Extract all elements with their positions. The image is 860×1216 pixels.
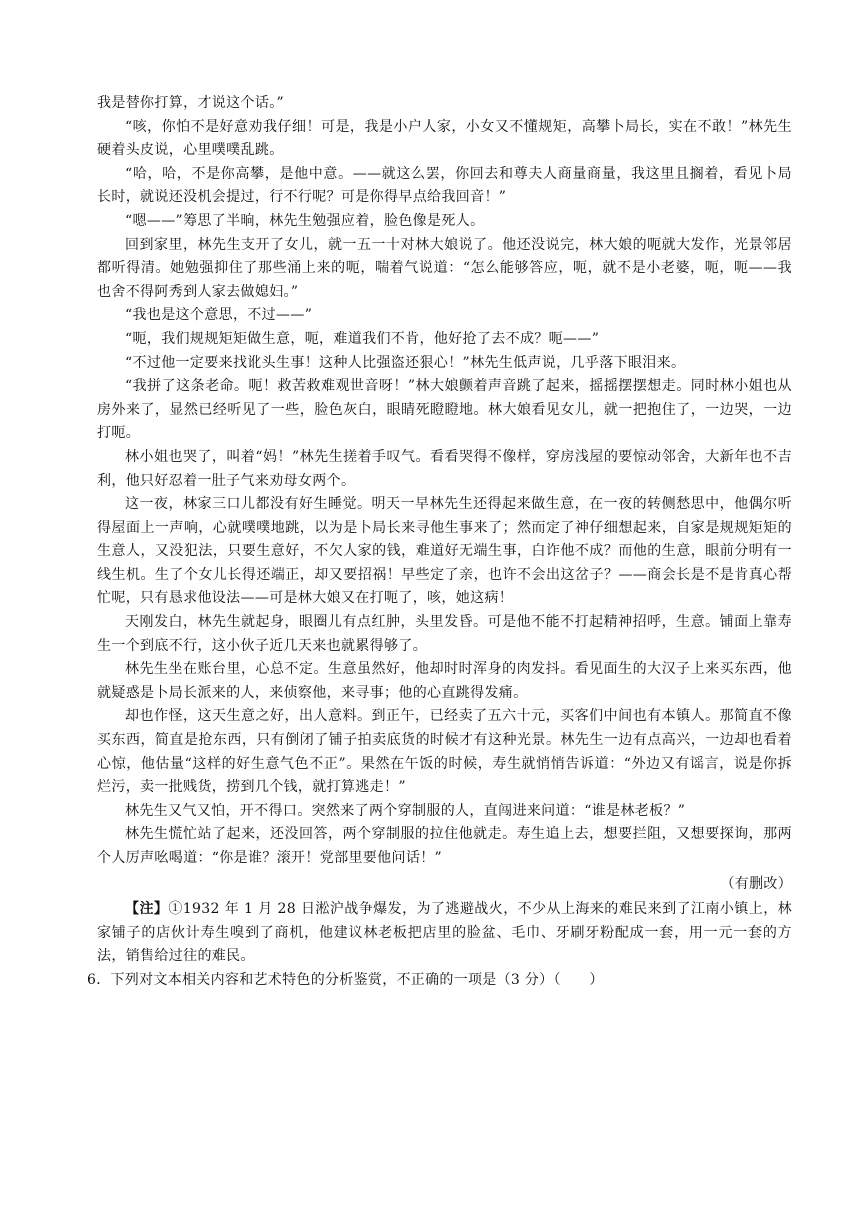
paragraph: “嗯——”筹思了半晌，林先生勉强应着，脸色像是死人。 — [125, 212, 485, 229]
note-text: ①1932 年 1 月 28 日淞沪战争爆发，为了逃避战火，不少从上海来的难民来到了江南小镇上，林家铺子的店伙计寿生嗅到了商机，他建议林老板把店里的脸盆、毛巾、牙刷牙粉配成一套，用一元一套的方法，销售给过往的难民。 — [97, 901, 792, 965]
paragraph: “不过他一定要来找讹头生事！这种人比强盗还狠心！”林先生低声说，几乎落下眼泪来。 — [125, 354, 686, 371]
paragraph: 我是替你打算，才说这个话。” — [97, 95, 285, 111]
paragraph: 林小姐也哭了，叫着“妈！”林先生搓着手叹气。看看哭得不像样，穿房浅屋的要惊动邻舍，大新年也不吉利，他只好忍着一肚子气来劝母女两个。 — [97, 448, 792, 489]
paragraph: “我拼了这条老命。呃！救苦救难观世音呀！”林大娘颤着声音跳了起来，摇摇摆摆想走。同时林小姐也从房外来了，显然已经听见了一些，脸色灰白，眼睛死瞪瞪地。林大娘看见女儿，就一把抱住了，一边哭，一边打呃。 — [97, 378, 792, 442]
paragraph: 林先生慌忙站了起来，还没回答，两个穿制服的拉住他就走。寿生追上去，想要拦阻，又想要探询，那两个人厉声吆喝道：“你是谁？滚开！党部里要他问话！” — [97, 826, 792, 866]
reading-passage — [87, 92, 792, 993]
paragraph: 回到家里，林先生支开了女儿，就一五一十对林大娘说了。他还没说完，林大娘的呃就大发作，光景邻居都听得清。她勉强抑住了那些涌上来的呃，喘着气说道：“怎么能够答应，呃，就不是小老婆，呃，呃——我也舍不得阿秀到人家去做媳妇。” — [97, 236, 792, 300]
paragraph: 天刚发白，林先生就起身，眼圈儿有点红肿，头里发昏。可是他不能不打起精神招呼，生意。铺面上靠寿生一个到底不行，这小伙子近几天来也就累得够了。 — [97, 614, 792, 654]
annotation-note — [97, 898, 792, 969]
paragraph: “咳，你怕不是好意劝我仔细！可是，我是小户人家，小女又不懂规矩，高攀卜局长，实在不敢！”林先生硬着头皮说，心里噗噗乱跳。 — [97, 118, 792, 159]
paragraph: “呃，我们规规矩矩做生意，呃，难道我们不肯，他好抢了去不成？呃——” — [125, 330, 600, 347]
paragraph: “我也是这个意思，不过——” — [125, 307, 313, 324]
paragraph: 却也作怪，这天生意之好，出人意料。到正午，已经卖了五六十元，买客们中间也有本镇人。那简直不像买东西，简直是抢东西，只有倒闭了铺子拍卖底货的时候才有这种光景。林先生一边有点高兴，一边却也看着心惊，他估量“这样的好生意气色不正”。果然在午饭的时候，寿生就悄悄告诉道：“外边又有谣言，说是你拆烂污，卖一批贱货，捞到几个钱，就打算逃走！” — [97, 708, 792, 796]
paragraph: 林先生又气又怕，开不得口。突然来了两个穿制服的人，直闯进来问道：“谁是林老板？” — [125, 802, 686, 819]
source-attribution: （有删改） — [720, 875, 792, 892]
paragraph: 这一夜，林家三口儿都没有好生睡觉。明天一早林先生还得起来做生意，在一夜的转侧愁思中，他偶尔听得屋面上一声响，心就噗噗地跳，以为是卜局长来寻他生事来了；然而定了神仔细想起来，自家是规规矩矩的生意人，又没犯法，只要生意好，不欠人家的钱，难道好无端生事，白诈他不成？而他的生意，眼前分明有一线生机。生了个女儿长得还端正，却又要招祸！早些定了亲，也许不会出这岔子？——商会长是不是肯真心帮忙呢，只有恳求他设法——可是林大娘又在打呃了，咳，她这病！ — [97, 496, 792, 607]
question-6: 6．下列对文本相关内容和艺术特色的分析鉴赏，不正确的一项是（3 分）（ ） — [87, 971, 604, 988]
note-tag: 【注】 — [125, 901, 169, 918]
paragraph: “哈，哈，不是你高攀，是他中意。——就这么罢，你回去和尊夫人商量商量，我这里且搁着，看见卜局长时，就说还没机会提过，行不行呢？可是你得早点给我回音！” — [97, 165, 792, 206]
paragraph: 林先生坐在账台里，心总不定。生意虽然好，他却时时浑身的肉发抖。看见面生的大汉子上来买东西，他就疑惑是卜局长派来的人，来侦察他，来寻事；他的心直跳得发痛。 — [97, 661, 792, 701]
